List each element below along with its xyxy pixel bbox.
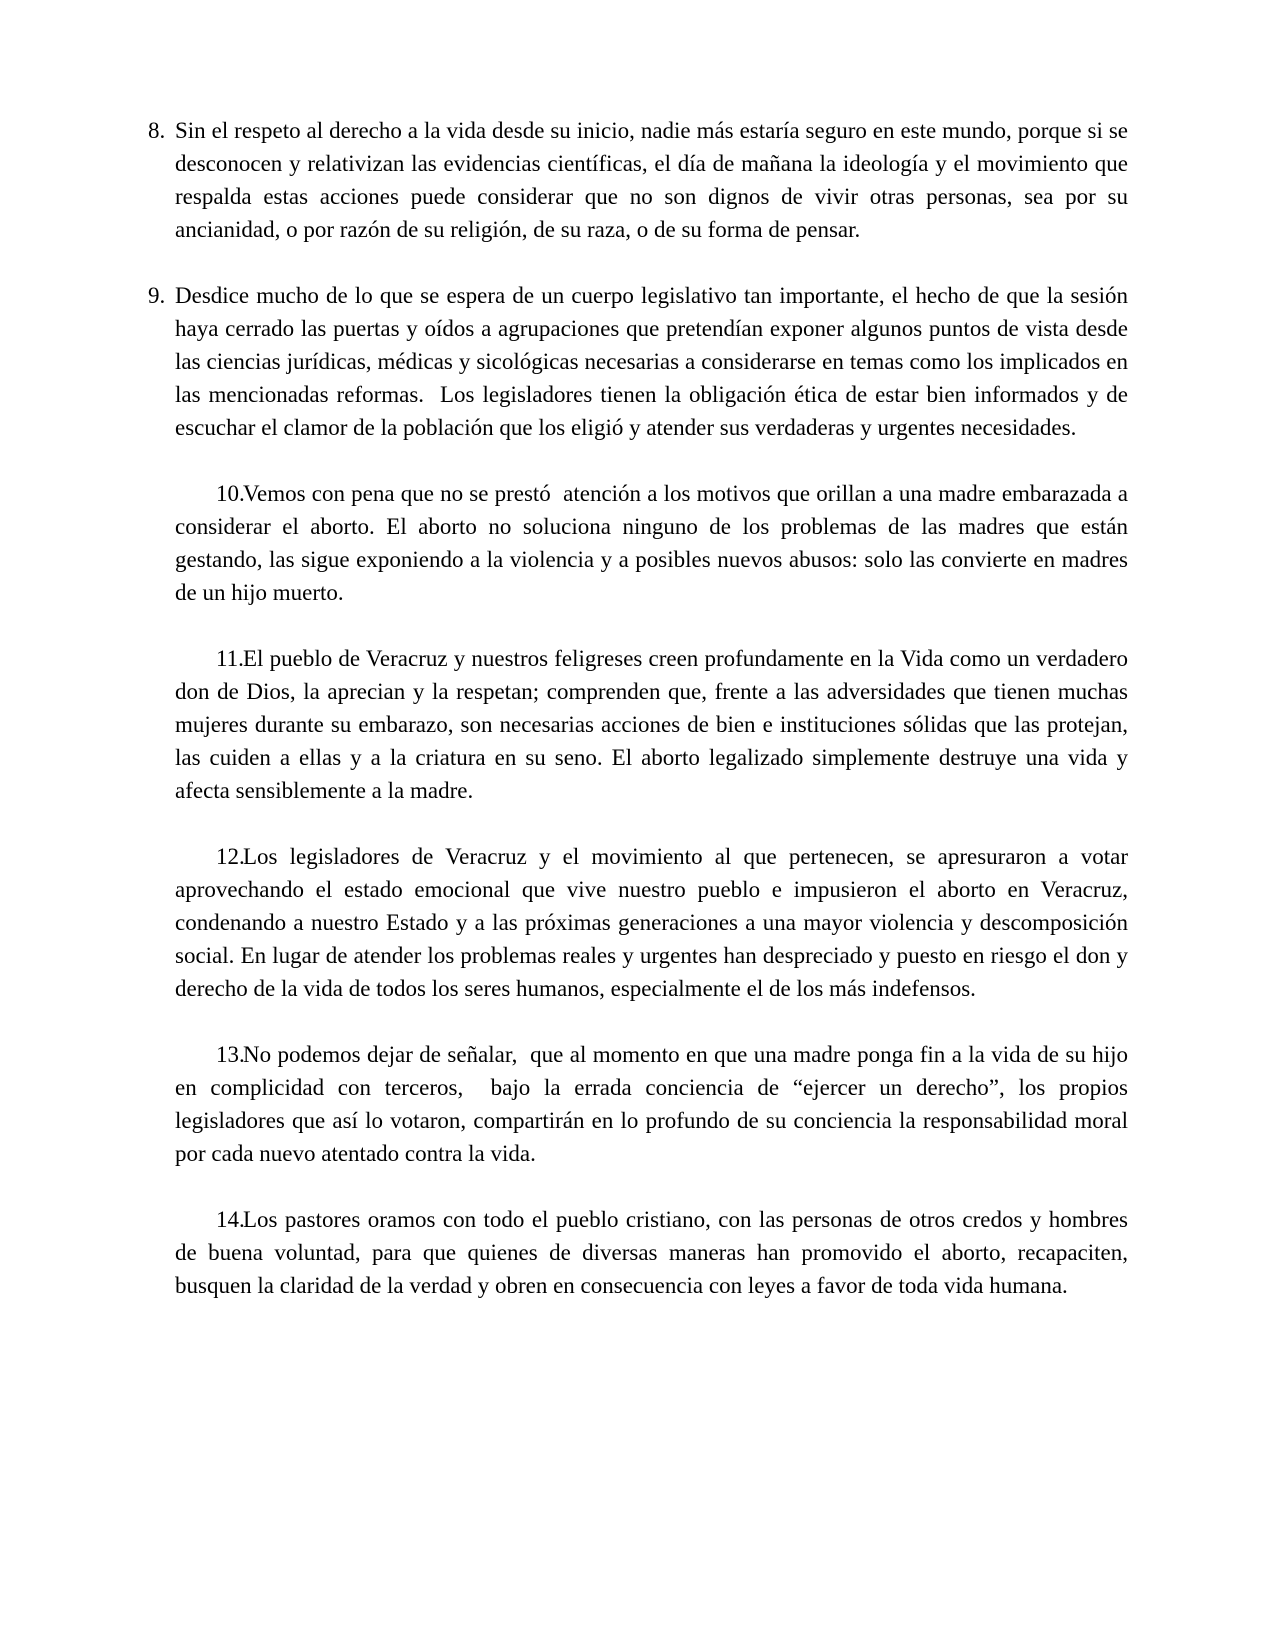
paragraph-13-number: 13. [216,1042,245,1067]
paragraph-10-text: Vemos con pena que no se prestó atención a los motivos que orillan a una madre embarazada a considerar el aborto. El aborto no soluciona ninguno de los problemas de las madres que están gestando, las sigue exponiendo a la violencia y a posibles nuevos abusos: solo las convierte en madres de un hijo muerto. [175,481,1134,605]
paragraph-10 [175,477,1134,609]
paragraph-8-number: 8. [148,118,166,143]
paragraph-11 [175,642,1134,807]
paragraph-14 [175,1203,1134,1302]
paragraph-14-number: 14. [216,1207,245,1232]
paragraph-13-text: No podemos dejar de señalar, que al momento en que una madre ponga fin a la vida de su hijo en complicidad con terceros, bajo la errada conciencia de “ejercer un derecho”, los propios legisladores que así lo votaron, compartirán en lo profundo de su conciencia la responsabilidad moral por cada nuevo atentado contra la vida. [175,1042,1134,1166]
paragraph-9 [148,279,1134,444]
paragraph-11-number: 11. [216,646,244,671]
paragraph-9-text: Desdice mucho de lo que se espera de un cuerpo legislativo tan importante, el hecho de que la sesión haya cerrado las puertas y oídos a agrupaciones que pretendían exponer algunos puntos de vista desde las ciencias jurídicas, médicas y sicológicas necesarias a considerarse en temas como los implicados en las mencionadas reformas. Los legisladores tienen la obligación ética de estar bien informados y de escuchar el clamor de la población que los eligió y atender sus verdaderas y urgentes necesidades. [175,283,1134,440]
paragraph-10-number: 10. [216,481,245,506]
paragraph-9-number: 9. [148,283,166,308]
paragraph-12 [175,840,1134,1005]
paragraph-14-text: Los pastores oramos con todo el pueblo cristiano, con las personas de otros credos y hombres de buena voluntad, para que quienes de diversas maneras han promovido el aborto, recapaciten, busquen la claridad de la verdad y obren en consecuencia con leyes a favor de toda vida humana. [175,1207,1134,1298]
paragraph-11-text: El pueblo de Veracruz y nuestros feligreses creen profundamente en la Vida como un verdadero don de Dios, la aprecian y la respetan; comprenden que, frente a las adversidades que tienen muchas mujeres durante su embarazo, son necesarias acciones de bien e instituciones sólidas que las protejan, las cuiden a ellas y a la criatura en su seno. El aborto legalizado simplemente destruye una vida y afecta sensiblemente a la madre. [175,646,1134,803]
paragraph-13 [175,1038,1134,1170]
paragraph-8 [148,114,1134,246]
paragraph-8-text: Sin el respeto al derecho a la vida desde su inicio, nadie más estaría seguro en este mundo, porque si se desconocen y relativizan las evidencias científicas, el día de mañana la ideología y el movimiento que respalda estas acciones puede considerar que no son dignos de vivir otras personas, sea por su ancianidad, o por razón de su religión, de su raza, o de su forma de pensar. [175,118,1134,242]
paragraph-12-number: 12. [216,844,245,869]
paragraph-12-text: Los legisladores de Veracruz y el movimiento al que pertenecen, se apresuraron a votar aprovechando el estado emocional que vive nuestro pueblo e impusieron el aborto en Veracruz, condenando a nuestro Estado y a las próximas generaciones a una mayor violencia y descomposición social. En lugar de atender los problemas reales y urgentes han despreciado y puesto en riesgo el don y derecho de la vida de todos los seres humanos, especialmente el de los más indefensos. [175,844,1134,1001]
